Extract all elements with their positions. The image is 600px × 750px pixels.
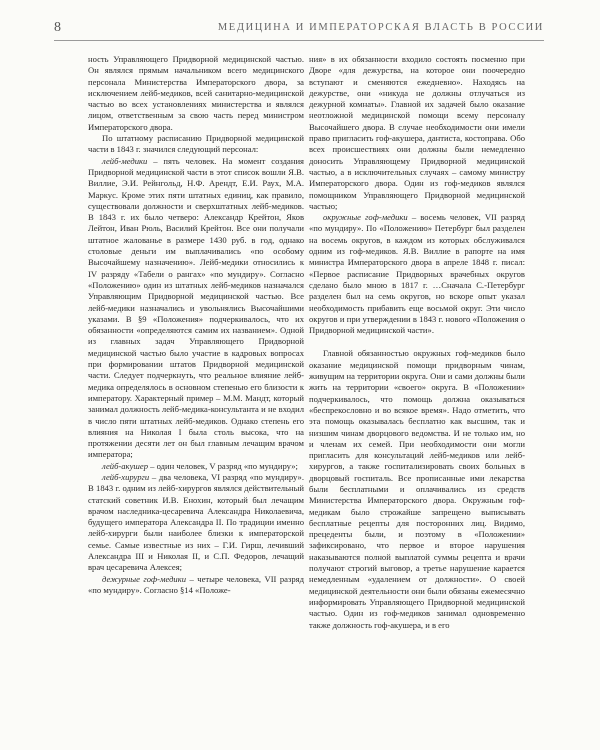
paragraph: [88, 461, 304, 472]
page-number: 8: [54, 20, 61, 35]
paragraph-text: – два человека, VI разряд «по мундиру». В 1843 г. одним из лейб-хирургов являлся действительный статский советник И.В. Енохин, который был лечащим врачом наследника-цесаревича Александра Николаевича, будущего императора Александра II. По традиции именно лейб-хирурги были наиболее близки к императорской семье. Самые известные из них – Г.И. Гирш, лечивший Александра III и Николая II, и С.П. Федоров, лечащий врач цесаревича Алексея;: [88, 471, 304, 573]
term: лейб-медики: [102, 155, 148, 166]
paragraph-text: – пять человек. На момент создания Придворной медицинской части в этот список вошли Я.В. Виллие, Э.И. Рейнгольд, Н.Ф. Арендт, Е.И. Раух, М.А. Маркус. Кроме этих пяти штатных единиц, как правило, существовали должности и сверхштатных лейб-медиков. В 1843 г. их было четверо: Александр Крейтон, Яков Лейтон, Иван Рюль, Василий Крейтон. Все они получали штатное жалованье в размере 1430 руб. в год, однако столовые деньги им выплачивались «по особому Высочайшему назначению». Лейб-медики относились к IV разряду «Табели о рангах» «по мундиру». Согласно «Положению» один из штатных лейб-медиков назначался Управляющим Придворной медицинской частью. Все лейб-медики назначались и увольнялись Высочайшими указами. В §9 «Положения» подчеркивалось, что их обязанности «определяются самим их названием». Одной из главных задач Управляющего Придворной медицинской частью было участие в кадровых вопросах при формировании штатов Придворной медицинской части. Следует подчеркнуть, что реальное влияние лейб-медика определялось в основном степенью его близости к императору. Характерный пример – М.М. Мандт, который занимал должность лейб-медика-консультанта и не входил в число пяти штатных лейб-медиков. Однако степень его влияния на Николая I была столь высока, что на протяжении десяти лет он был главным лечащим врачом императора;: [88, 155, 304, 460]
paragraph: [88, 574, 304, 597]
right-column: [309, 54, 525, 631]
term: окружные гоф-медики: [323, 212, 408, 223]
paragraph: По штатному расписанию Придворной медицинской части в 1843 г. значился следующий персонал:: [88, 133, 304, 155]
page-header: [54, 20, 544, 41]
paragraph: [309, 212, 525, 336]
paragraph: ность Управляющего Придворной медицинской частью. Он являлся прямым начальником всего медицинского персонала Министерства Императорского двора, за исключением лейб-медиков, всей санитарно-медицинской частью во всех установлениях министерства и являлся лицом, ответственным за свою часть перед министром Императорского двора.: [88, 54, 304, 132]
term: лейб-хирурги: [102, 471, 150, 482]
paragraph: Главной обязанностью окружных гоф-медиков было оказание медицинской помощи придворным чинам, живущим на территории округа. Они и сами должны были жить на территории «своего» округа. В «Положении» подчеркивалось, что помощь должна оказываться «беспрекословно и во всякое время». Надо отметить, что эта помощь оказывалась бесплатно как высшим, так и низшим чинам дворцового ведомства. И не только им, но и членам их семей. При необходимости они могли пригласить для консультаций лейб-медиков или лейб-хирургов, а также госпитализировать своих больных в дворцовый госпиталь. Все прописанные ими лекарства были бесплатными и оплачивались из средств Министерства Императорского двора. Окружным гоф-медикам было строжайше запрещено выписывать бесплатные рецепты для посторонних лиц. Видимо, прецеденты были, и поэтому в «Положении» зафиксировано, что первое и второе нарушения наказываются полной выплатой суммы рецепта и врачи получают строгий выговор, а третье нарушение карается немедленным «удалением от должности». О своей медицинской деятельности они были обязаны ежемесячно информировать Управляющего Придворной медицинской частью. Один из гоф-медиков занимал одновременно также должность гоф-акушера, и в его: [309, 348, 525, 630]
left-column: [88, 54, 304, 596]
paragraph: ния» в их обязанности входило состоять посменно при Дворе «для дежурства, на которое они поочередно вступают и сменяются ежедневно». Находясь на дежурстве, они «никуда не должны отлучаться из дежурной комнаты». Главной их задачей было оказание неотложной медицинской помощи всему персоналу Высочайшего двора. В случае необходимости они имели право пригласить гоф-акушера, дантиста, костоправа. Обо всех происшествиях они должны были немедленно доносить Управляющему Придворной медицинской частью, а в исключительных случаях – самому министру Императорского двора. Один из гоф-медиков являлся помощником Управляющего Придворной медицинской частью;: [309, 54, 525, 211]
running-title: МЕДИЦИНА И ИМПЕРАТОРСКАЯ ВЛАСТЬ В РОССИИ: [217, 22, 544, 33]
paragraph-text: – один человек, V разряд «по мундиру»;: [148, 460, 298, 471]
term: дежурные гоф-медики: [102, 573, 187, 584]
paragraph-text: – восемь человек, VII разряд «по мундиру». По «Положению» Петербург был разделен на восемь округов, в каждом из которых обслуживался одним из гоф-медиков. Я.В. Виллие в рапорте на имя министра Императорского двора в апреле 1848 г. писал: «Первое расписание Придворных врачебных округов сделано было мною в 1817 г. …Сначала С.-Петербург разделен был на семь округов, но вскоре опыт указал необходимость прибавить еще восьмой округ. Эти число округов и при утверждении в 1843 г. нового «Положения о Придворной медицинской части».: [309, 212, 525, 336]
paragraph-text: – четыре человека, VII разряд «по мундиру». Согласно §14 «Положе-: [88, 573, 304, 595]
paragraph: [88, 156, 304, 461]
term: лейб-акушер: [102, 460, 148, 471]
paragraph: [88, 472, 304, 574]
